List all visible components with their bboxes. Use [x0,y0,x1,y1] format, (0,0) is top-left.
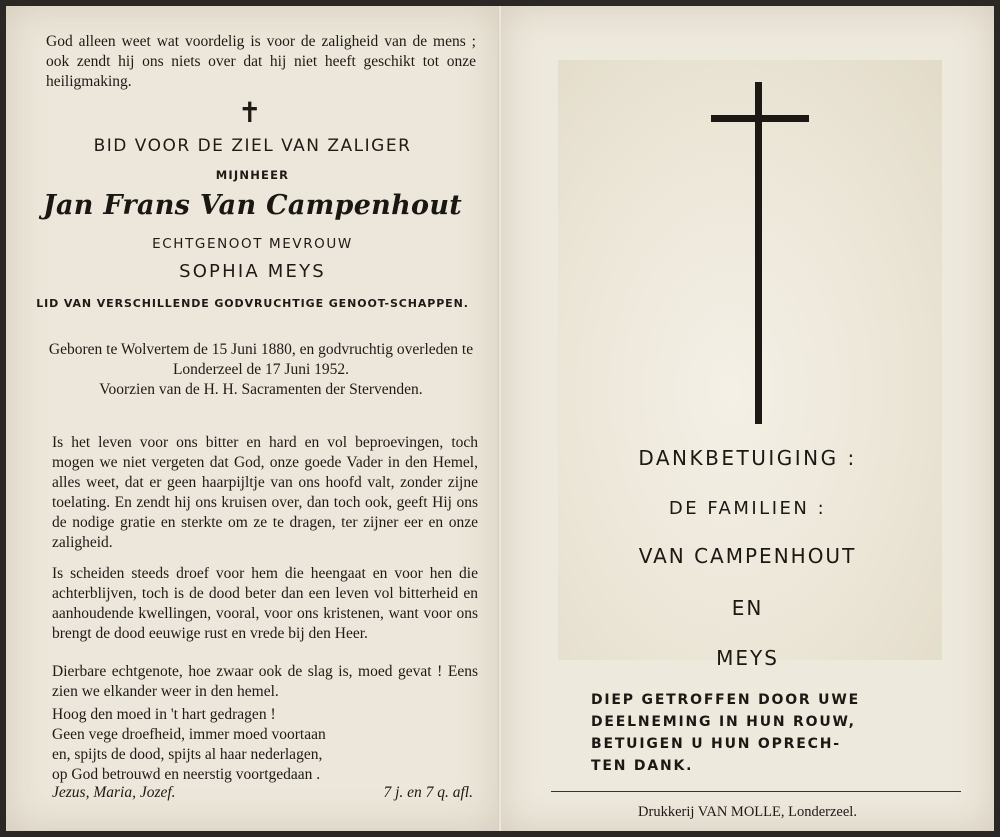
paragraph-dear-wife: Dierbare echtgenote, hoe zwaar ook de slag is, moed gevat ! Eens zien we elkander weer in den hemel. [52,663,478,700]
family-name-1: VAN CAMPENHOUT [638,544,857,568]
poem-line: Hoog den moed in 't hart gedragen ! [52,706,276,723]
paragraph-bitter: Is het leven voor ons bitter en hard en vol beproevingen, toch mogen we niet vergeten dat God, onze goede Vader in den Hemel, alles weet, dat er geen haarpijltje van ons hoofd valt, zonder zijne toelating. En zendt hij ons kruisen over, dan toch ook, geeft Hij ons de nodige gratie en sterkte om ze te dragen, ter zijner eer en onze zaligheid. [52,434,478,551]
cross-icon [755,82,762,424]
poem-line: op God betrouwd en neerstig voortgedaan . [52,766,321,783]
small-cross-icon: ✝ [238,96,262,129]
printer-credit: Drukkerij VAN MOLLE, Londerzeel. [638,804,857,820]
thanks-message-line: BETUIGEN U HUN OPRECH- [591,736,841,752]
spouse-title: ECHTGENOOT MEVROUW [152,236,353,252]
divider [551,791,961,792]
paragraph-parting: Is scheiden steeds droef voor hem die heengaat en voor hen die achterblijven, toch is de dood beter dan een leven vol bitterheid en aanhoudende kwellingen, vooral, voor ons kristenen, want voor ons brengt de dood eeuwige rust en vrede bij den Heer. [52,565,478,642]
membership-text: LID VAN VERSCHILLENDE GODVRUCHTIGE GENOOT-SCHAPPEN. [36,297,469,310]
born-died-text: Geboren te Wolvertem de 15 Juni 1880, en godvruchtig overleden te Londerzeel de 17 Juni 1952. [48,341,474,378]
thanks-heading: DANKBETUIGING : [638,446,857,470]
born-died-block [36,340,486,400]
intro-text: God alleen weet wat voordelig is voor de zaligheid van de mens ; ook zendt hij ons niets over dat hij niet heeft geschikt tot onze heiligmaking. [46,33,476,90]
honorific: MIJNHEER [215,168,290,182]
left-panel [6,6,499,831]
prayer-invocation: Jezus, Maria, Jozef. [52,784,176,801]
indulgence-text: 7 j. en 7 q. afl. [383,784,473,801]
poem-line: en, spijts de dood, spijts al haar nederlagen, [52,746,323,763]
thanks-message [591,689,921,777]
deceased-name: Jan Frans Van Campenhout [42,190,463,221]
right-panel [501,6,994,831]
poem-line: Geen vege droefheid, immer moed voortaan [52,726,326,743]
families-label: DE FAMILIEN : [668,498,827,519]
cross-icon-bar [711,115,809,122]
pray-for-heading: BID VOOR DE ZIEL VAN ZALIGER [93,136,412,156]
spouse-name: SOPHIA MEYS [179,261,326,282]
sacraments-text: Voorzien van de H. H. Sacramenten der Stervenden. [99,381,423,398]
thanks-message-line: DEELNEMING IN HUN ROUW, [591,714,856,730]
thanks-message-line: DIEP GETROFFEN DOOR UWE [591,692,860,708]
poem [52,705,478,785]
faded-image-area [558,60,942,660]
and-word: EN [731,596,764,620]
family-name-2: MEYS [716,646,779,670]
thanks-message-line: TEN DANK. [591,758,694,774]
